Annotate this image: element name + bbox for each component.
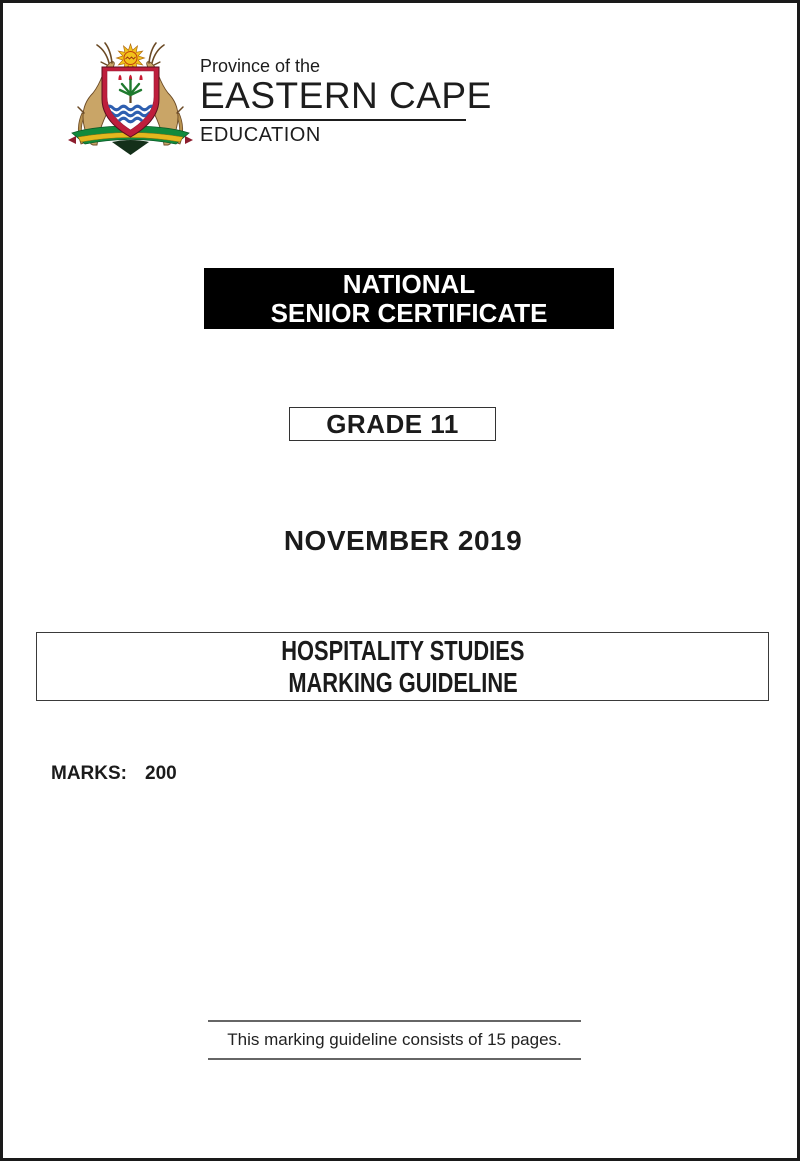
subject-title-line1: HOSPITALITY STUDIES [280,634,525,666]
marks-row [51,763,177,785]
logo-province-line: Province of the [200,56,321,76]
marks-value: 200 [145,763,177,784]
grade-label: GRADE 11 [326,408,459,439]
banner-line1: NATIONAL [342,268,476,299]
logo-divider [200,119,466,121]
grade-box [289,407,496,441]
logo-wordmark [200,56,492,146]
coat-of-arms-icon [54,41,207,167]
marks-label: MARKS: [51,763,127,784]
certificate-banner [204,268,614,329]
exam-session: NOVEMBER 2019 [283,525,523,556]
subject-title-box [36,632,769,701]
logo-department: EDUCATION [200,124,321,146]
page-count-text: This marking guideline consists of 15 pages. [227,1030,562,1049]
banner-line2: SENIOR CERTIFICATE [270,297,548,328]
subject-title-line2: MARKING GUIDELINE [287,666,518,698]
logo-province-name: EASTERN CAPE [200,75,492,116]
page-count-note [208,1020,581,1060]
